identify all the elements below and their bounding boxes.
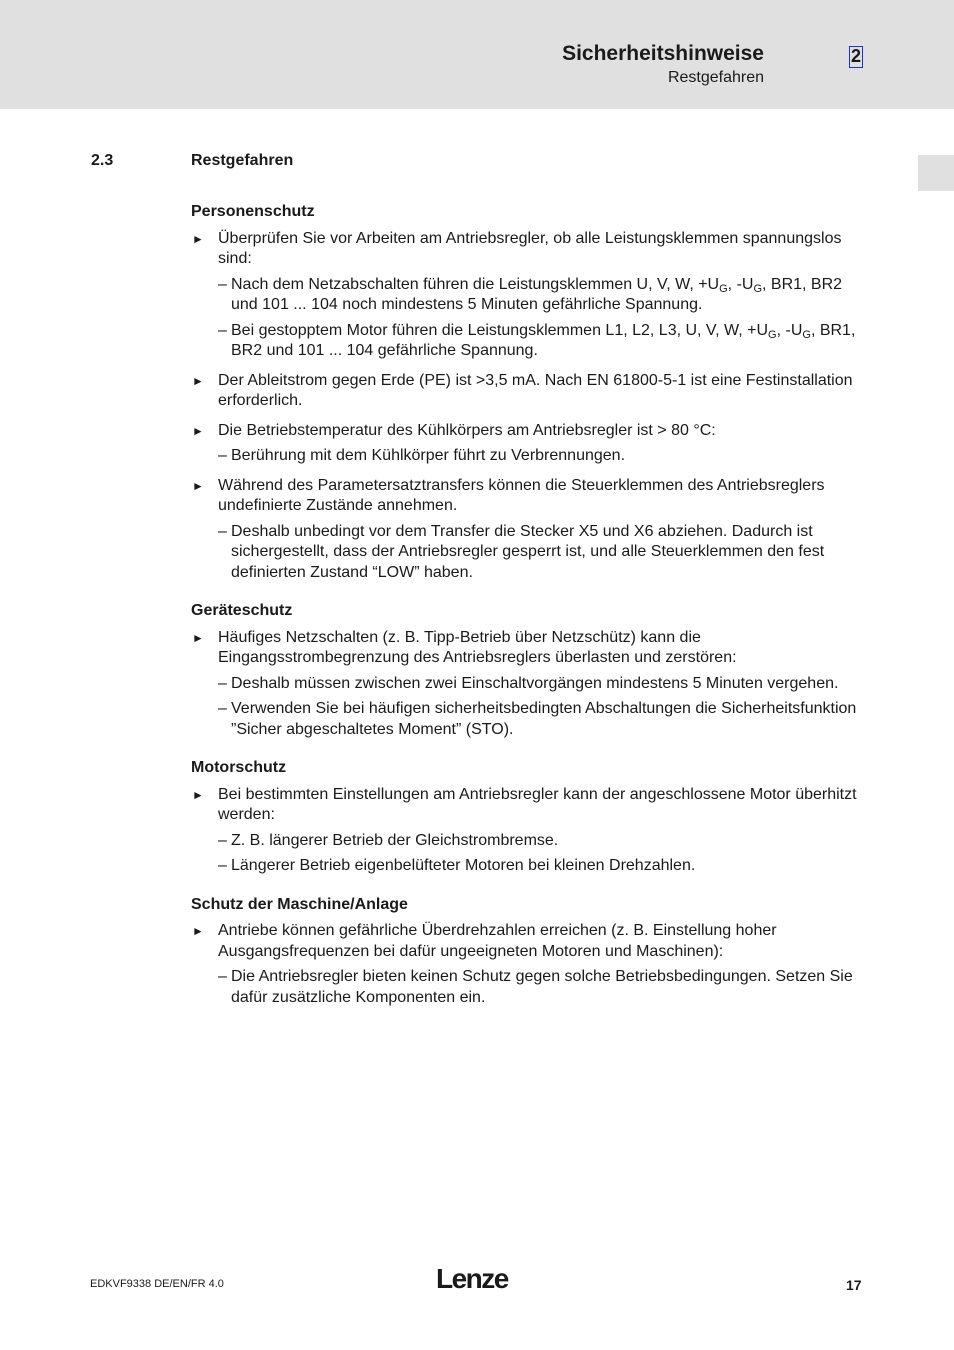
bullet-text: Der Ableitstrom gegen Erde (PE) ist >3,5 mA. Nach EN 61800-5-1 ist eine Festinstallation erforderlich. xyxy=(218,371,853,409)
bullet-text: Überprüfen Sie vor Arbeiten am Antriebsregler, ob alle Leistungsklemmen spannungslos sind: xyxy=(218,229,842,267)
bullet-arrow-icon: ► xyxy=(192,478,204,493)
sub-item-text: Die Antriebsregler bieten keinen Schutz gegen solche Betriebsbedingungen. Setzen Sie dafür zusätzliche Komponenten ein. xyxy=(231,968,853,1006)
sub-list-item xyxy=(191,446,871,467)
sub-list-item xyxy=(191,275,871,316)
header-subtitle: Restgefahren xyxy=(667,69,764,86)
list-item xyxy=(191,371,871,412)
subheading-geraeteschutz: Geräteschutz xyxy=(191,602,293,619)
sub-item-text: Längerer Betrieb eigenbelüfteter Motoren bei kleinen Drehzahlen. xyxy=(231,857,696,874)
bullet-arrow-icon: ► xyxy=(192,373,204,388)
dash-marker: – xyxy=(218,700,227,717)
lenze-logo: Lenze xyxy=(436,1263,508,1294)
bullet-arrow-icon: ► xyxy=(192,231,204,246)
dash-marker: – xyxy=(218,447,227,464)
dash-marker: – xyxy=(218,522,227,540)
subheading-motorschutz: Motorschutz xyxy=(191,759,287,776)
sub-item-text: Deshalb müssen zwischen zwei Einschaltvorgängen mindestens 5 Minuten vergehen. xyxy=(231,674,839,692)
header-title: Sicherheitshinweise xyxy=(562,42,764,65)
dash-marker: – xyxy=(218,674,227,692)
bullet-arrow-icon: ► xyxy=(192,423,204,438)
sub-list-item xyxy=(191,522,871,584)
subheading-personenschutz: Personenschutz xyxy=(191,203,315,220)
list-item xyxy=(191,628,871,669)
sub-item-text: Verwenden Sie bei häufigen sicherheitsbedingten Abschaltungen die Sicherheitsfunktion ”Sicher abgeschaltetes Moment” (STO). xyxy=(231,700,857,738)
list-item xyxy=(191,421,871,442)
dash-marker: – xyxy=(218,275,227,293)
header-band xyxy=(0,0,954,109)
footer-doc-id: EDKVF9338 DE/EN/FR 4.0 xyxy=(90,1278,224,1290)
sub-item-text: Berührung mit dem Kühlkörper führt zu Verbrennungen. xyxy=(231,447,626,464)
sub-item-text: Bei gestopptem Motor führen die Leistungsklemmen L1, L2, L3, U, V, W, $+U_G$, $-U_G$, BR1, BR2 und 101 ... 104 gefährliche Spannung. xyxy=(231,321,856,359)
dash-marker: – xyxy=(218,857,227,874)
bullet-text: Antriebe können gefährliche Überdrehzahlen erreichen (z. B. Einstellung hoher Ausgangsfrequenzen bei dafür ungeeigneten Motoren und Maschinen): xyxy=(218,922,777,960)
list-item xyxy=(191,921,871,962)
sub-list-item xyxy=(191,831,871,852)
dash-marker: – xyxy=(218,321,227,339)
sub-item-text: Nach dem Netzabschalten führen die Leistungsklemmen U, V, W, $+U_G$, $-U_G$, BR1, BR2 und 101 ... 104 noch mindestens 5 Minuten gefährliche Spannung. xyxy=(231,275,843,313)
subheading-maschine-anlage: Schutz der Maschine/Anlage xyxy=(191,895,408,913)
section-number: 2.3 xyxy=(91,152,114,169)
list-item xyxy=(191,785,871,826)
sub-item-text: Z. B. längerer Betrieb der Gleichstrombremse. xyxy=(231,831,559,849)
section-title: Restgefahren xyxy=(191,152,294,169)
sub-list-item xyxy=(191,321,871,362)
sub-list-item xyxy=(191,967,871,1008)
chapter-badge[interactable]: 2 xyxy=(850,46,861,66)
bullet-text: Während des Parametersatztransfers können die Steuerklemmen des Antriebsreglers undefinierte Zustände annehmen. xyxy=(218,476,825,514)
bullet-arrow-icon: ► xyxy=(192,924,204,938)
bullet-text: Bei bestimmten Einstellungen am Antriebsregler kann der angeschlossene Motor überhitzt werden: xyxy=(218,785,857,823)
bullet-text: Die Betriebstemperatur des Kühlkörpers am Antriebsregler ist > 80 °C: xyxy=(218,421,716,439)
sub-list-item xyxy=(191,856,871,877)
sub-item-text: Deshalb unbedingt vor dem Transfer die Stecker X5 und X6 abziehen. Dadurch ist sichergestellt, dass der Antriebsregler gesperrt ist, und alle Steuerklemmen den fest definierten Zustand “LOW” haben. xyxy=(231,522,825,581)
dash-marker: – xyxy=(218,968,227,985)
bullet-text: Häufiges Netzschalten (z. B. Tipp-Betrieb über Netzschütz) kann die Eingangsstrombegrenzung des Antriebsreglers überlasten und zerstören: xyxy=(218,628,737,666)
list-item xyxy=(191,229,871,270)
bullet-arrow-icon: ► xyxy=(192,630,204,645)
list-item xyxy=(191,476,871,517)
chapter-side-tab xyxy=(918,155,954,191)
page-number: 17 xyxy=(846,1277,862,1293)
page-content xyxy=(191,202,871,1008)
sub-list-item xyxy=(191,699,871,740)
dash-marker: – xyxy=(218,831,227,849)
bullet-arrow-icon: ► xyxy=(192,787,204,802)
sub-list-item xyxy=(191,674,871,695)
